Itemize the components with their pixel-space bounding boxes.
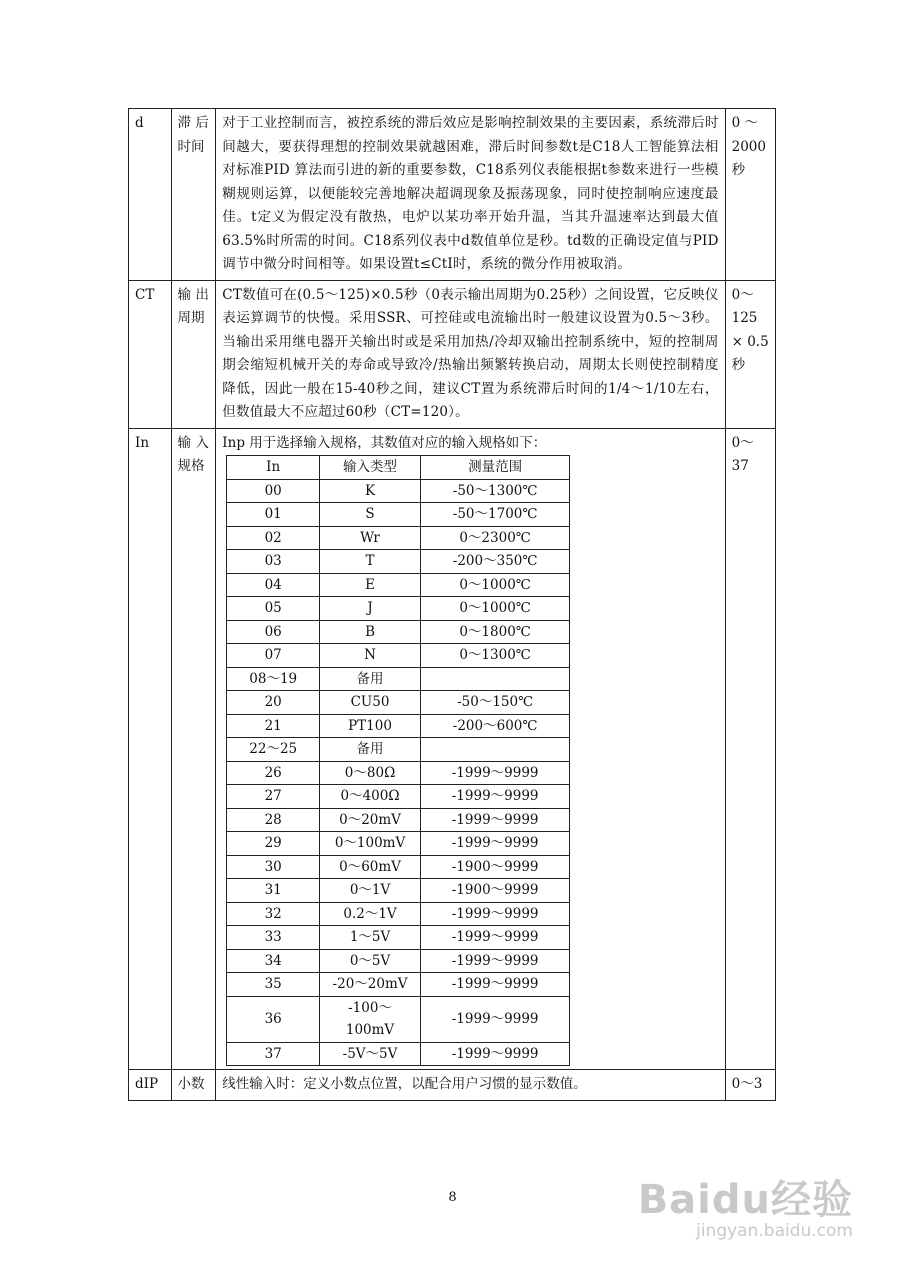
input-code: 00 xyxy=(227,479,320,503)
input-spec-row xyxy=(227,832,570,856)
input-spec-row xyxy=(227,785,570,809)
input-measure-range: -1999～9999 xyxy=(420,832,569,856)
input-code: 21 xyxy=(227,714,320,738)
input-measure-range: -200～350℃ xyxy=(420,550,569,574)
input-code: 05 xyxy=(227,597,320,621)
input-measure-range: 0～2300℃ xyxy=(420,526,569,550)
param-range-line: × 0.5 xyxy=(731,333,769,350)
param-code: dIP xyxy=(129,1070,172,1101)
input-code: 34 xyxy=(227,949,320,973)
input-code: 20 xyxy=(227,691,320,715)
input-spec-row xyxy=(227,691,570,715)
input-type: T xyxy=(320,550,421,574)
input-measure-range: -1999～9999 xyxy=(420,808,569,832)
param-range xyxy=(725,1070,775,1101)
parameter-table xyxy=(128,108,776,1101)
input-type: 0～1V xyxy=(320,879,421,903)
input-type: N xyxy=(320,644,421,668)
input-spec-row xyxy=(227,597,570,621)
input-type: PT100 xyxy=(320,714,421,738)
input-measure-range: 0～1000℃ xyxy=(420,597,569,621)
param-range-line: 0～37 xyxy=(731,434,754,474)
param-name-line: 时间 xyxy=(177,138,205,155)
page-number: 8 xyxy=(448,1190,457,1205)
input-code: 33 xyxy=(227,926,320,950)
input-measure-range: -1999～9999 xyxy=(420,1042,569,1066)
input-spec-row xyxy=(227,738,570,762)
input-type: J xyxy=(320,597,421,621)
input-code: 36 xyxy=(227,996,320,1042)
input-measure-range xyxy=(420,667,569,691)
param-name xyxy=(171,1070,216,1101)
input-spec-row xyxy=(227,526,570,550)
input-type: 0～60mV xyxy=(320,855,421,879)
input-spec-row xyxy=(227,902,570,926)
param-description: 线性输入时：定义小数点位置，以配合用户习惯的显示数值。 xyxy=(216,1070,725,1101)
input-spec-row xyxy=(227,620,570,644)
input-spec-row xyxy=(227,855,570,879)
input-type: CU50 xyxy=(320,691,421,715)
input-code: 28 xyxy=(227,808,320,832)
input-measure-range: -1999～9999 xyxy=(420,973,569,997)
input-measure-range: 0～1000℃ xyxy=(420,573,569,597)
param-range xyxy=(725,280,775,428)
param-code: In xyxy=(129,428,172,1070)
watermark-logo: Baidu经验 xyxy=(637,1177,853,1223)
param-name xyxy=(171,428,216,1070)
input-type: -5V～5V xyxy=(320,1042,421,1066)
input-measure-range xyxy=(420,738,569,762)
input-spec-row xyxy=(227,761,570,785)
input-spec-row xyxy=(227,973,570,997)
input-spec-row xyxy=(227,926,570,950)
input-type: E xyxy=(320,573,421,597)
param-row-in xyxy=(129,428,776,1070)
input-type: 0～20mV xyxy=(320,808,421,832)
param-name-line: 周期 xyxy=(177,310,205,326)
header-type: 输入类型 xyxy=(320,456,421,480)
input-spec-row xyxy=(227,503,570,527)
input-code: 35 xyxy=(227,973,320,997)
param-name-line: 滞 后 xyxy=(177,115,209,131)
input-measure-range: -1999～9999 xyxy=(420,761,569,785)
input-code: 03 xyxy=(227,550,320,574)
input-type: 0.2～1V xyxy=(320,902,421,926)
input-measure-range: -1999～9999 xyxy=(420,949,569,973)
input-type: 0～80Ω xyxy=(320,761,421,785)
input-code: 04 xyxy=(227,573,320,597)
input-measure-range: -50～1700℃ xyxy=(420,503,569,527)
param-code: d xyxy=(129,109,172,281)
param-range xyxy=(725,428,775,1070)
input-measure-range: -50～1300℃ xyxy=(420,479,569,503)
param-range-line: 秒 xyxy=(731,162,746,178)
input-spec-row xyxy=(227,879,570,903)
input-spec-row xyxy=(227,479,570,503)
param-description: CT数值可在(0.5～125)×0.5秒（0表示输出周期为0.25秒）之间设置，它反映仪表运算调节的快慢。采用SSR、可控硅或电流输出时一般建议设置为0.5～3秒。当输出采用继电器开关输出时或是采用加热/冷却双输出控制系统中，短的控制周期会缩短机械开关的寿命或导致冷/热输出频繁转换启动，周期太长则使控制精度降低，因此一般在15-40秒之间，建议CT置为系统滞后时间的1/4～1/10左右，但数值最大不应超过60秒（CT=120）。 xyxy=(216,280,725,428)
input-spec-intro: Inp 用于选择输入规格，其数值对应的输入规格如下： xyxy=(222,434,547,451)
input-spec-row xyxy=(227,667,570,691)
param-row-d xyxy=(129,109,776,281)
header-range: 测量范围 xyxy=(420,456,569,480)
param-name-line: 小数 xyxy=(177,1076,205,1092)
input-spec-row xyxy=(227,808,570,832)
param-range xyxy=(725,109,775,281)
input-spec-row xyxy=(227,714,570,738)
input-type: 0～100mV xyxy=(320,832,421,856)
input-measure-range: 0～1300℃ xyxy=(420,644,569,668)
param-range-line: 0～125 xyxy=(731,286,758,326)
param-range-line: 0～3 xyxy=(731,1076,763,1092)
baidu-jingyan-watermark xyxy=(638,1168,853,1241)
input-code: 08～19 xyxy=(227,667,320,691)
input-code: 06 xyxy=(227,620,320,644)
param-code: CT xyxy=(129,280,172,428)
input-spec-row xyxy=(227,996,570,1042)
input-measure-range: -1900～9999 xyxy=(420,855,569,879)
input-spec-row xyxy=(227,550,570,574)
param-name xyxy=(171,109,216,281)
param-row-dip xyxy=(129,1070,776,1101)
param-name-line: 输 出 xyxy=(177,286,209,303)
input-measure-range: -1999～9999 xyxy=(420,785,569,809)
input-measure-range: -1999～9999 xyxy=(420,996,569,1042)
input-code: 27 xyxy=(227,785,320,809)
input-code: 26 xyxy=(227,761,320,785)
input-spec-row xyxy=(227,573,570,597)
param-row-ct xyxy=(129,280,776,428)
param-description xyxy=(216,428,725,1070)
input-code: 37 xyxy=(227,1042,320,1066)
input-spec-row xyxy=(227,949,570,973)
input-code: 32 xyxy=(227,902,320,926)
param-name-line: 规格 xyxy=(177,458,205,474)
input-measure-range: 0～1800℃ xyxy=(420,620,569,644)
input-type: -100～ 100mV xyxy=(320,996,421,1042)
input-type: Wr xyxy=(320,526,421,550)
watermark-url: jingyan.baidu.com xyxy=(696,1221,853,1241)
input-type: 0～400Ω xyxy=(320,785,421,809)
param-name-line: 输 入 xyxy=(177,434,209,451)
param-description: 对于工业控制而言，被控系统的滞后效应是影响控制效果的主要因素，系统滞后时间越大，要获得理想的控制效果就越困难，滞后时间参数t是C18人工智能算法相对标准PID 算法而引进的新的重要参数，C18系列仪表能根据t参数来进行一些模糊规则运算，以便能较完善地解决超调现象及振荡现象，同时使控制响应速度最佳。t定义为假定没有散热，电炉以某功率开始升温，当其升温速率达到最大值63.5%时所需的时间。C18系列仪表中d数值单位是秒。td数的正确设定值与PID调节中微分时间相等。如果设置t≤CtI时，系统的微分作用被取消。 xyxy=(216,109,725,281)
input-spec-header xyxy=(227,456,570,480)
input-type: B xyxy=(320,620,421,644)
input-code: 01 xyxy=(227,503,320,527)
input-measure-range: -1999～9999 xyxy=(420,926,569,950)
input-spec-row xyxy=(227,1042,570,1066)
input-type: 0～5V xyxy=(320,949,421,973)
input-type: K xyxy=(320,479,421,503)
input-measure-range: -1900～9999 xyxy=(420,879,569,903)
param-range-line: 0 ～ xyxy=(731,115,758,131)
param-range-line: 秒 xyxy=(731,357,746,373)
input-type: 1～5V xyxy=(320,926,421,950)
input-type: 备用 xyxy=(320,667,421,691)
param-name xyxy=(171,280,216,428)
input-type: -20～20mV xyxy=(320,973,421,997)
input-code: 31 xyxy=(227,879,320,903)
input-spec-table xyxy=(226,455,570,1066)
input-code: 07 xyxy=(227,644,320,668)
input-code: 29 xyxy=(227,832,320,856)
input-code: 30 xyxy=(227,855,320,879)
input-code: 22～25 xyxy=(227,738,320,762)
input-measure-range: -200～600℃ xyxy=(420,714,569,738)
input-type: S xyxy=(320,503,421,527)
input-spec-row xyxy=(227,644,570,668)
input-code: 02 xyxy=(227,526,320,550)
input-spec-rows xyxy=(227,479,570,1066)
header-in: In xyxy=(227,456,320,480)
input-type: 备用 xyxy=(320,738,421,762)
input-measure-range: -1999～9999 xyxy=(420,902,569,926)
param-range-line: 2000 xyxy=(731,138,766,155)
input-measure-range: -50～150℃ xyxy=(420,691,569,715)
